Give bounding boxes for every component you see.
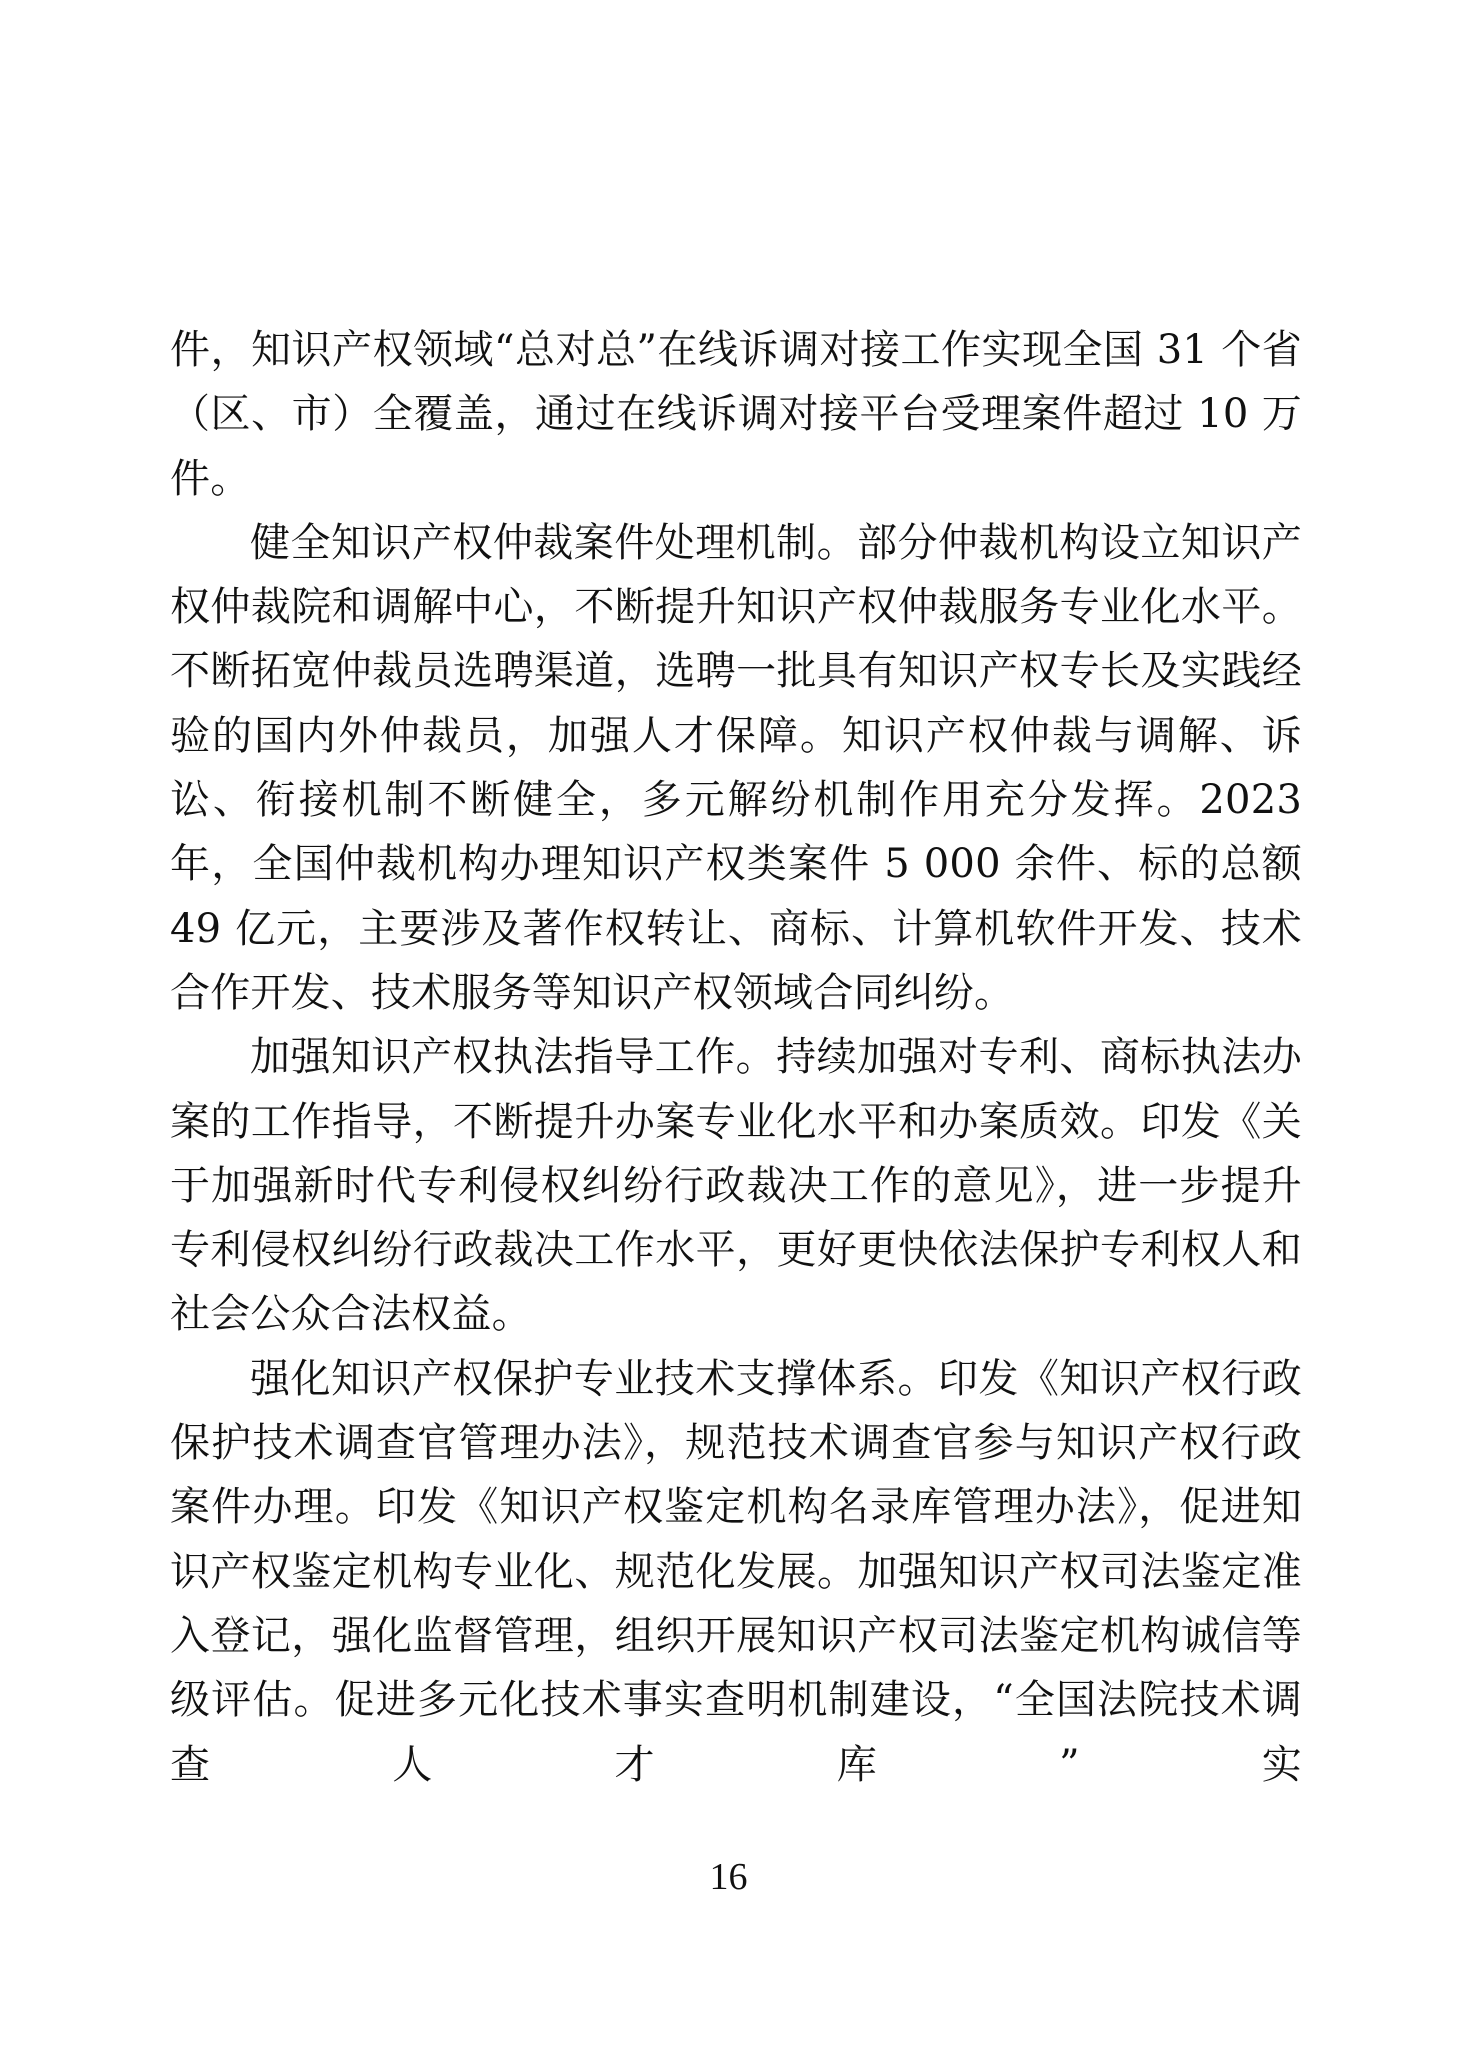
paragraph-enforcement-guidance: 加强知识产权执法指导工作。持续加强对专利、商标执法办案的工作指导，不断提升办案专业化水平和办案质效。印发《关于加强新时代专利侵权纠纷行政裁决工作的意见》，进一步提升专利侵权纠纷行政裁决工作水平，更好更快依法保护专利权人和社会公众合法权益。: [170, 1034, 1302, 1338]
paragraph-continuation: 件，知识产权领域“总对总”在线诉调对接工作实现全国 31 个省（区、市）全覆盖，通过在线诉调对接平台受理案件超过 10 万件。: [170, 327, 1302, 502]
body-text: [170, 318, 1302, 1797]
paragraph-arbitration: 健全知识产权仲裁案件处理机制。部分仲裁机构设立知识产权仲裁院和调解中心，不断提升知识产权仲裁服务专业化水平。不断拓宽仲裁员选聘渠道，选聘一批具有知识产权专长及实践经验的国内外仲裁员，加强人才保障。知识产权仲裁与调解、诉讼、衔接机制不断健全，多元解纷机制作用充分发挥。2023 年，全国仲裁机构办理知识产权类案件 5 000 余件、标的总额 49 亿元，主要涉及著作权转让、商标、计算机软件开发、技术合作开发、技术服务等知识产权领域合同纠纷。: [170, 519, 1302, 1016]
paragraph-technical-support: 强化知识产权保护专业技术支撑体系。印发《知识产权行政保护技术调查官管理办法》，规范技术调查官参与知识产权行政案件办理。印发《知识产权鉴定机构名录库管理办法》，促进知识产权鉴定机构专业化、规范化发展。加强知识产权司法鉴定准入登记，强化监督管理，组织开展知识产权司法鉴定机构诚信等级评估。促进多元化技术事实查明机制建设，“全国法院技术调查人才库”实: [170, 1355, 1302, 1788]
page-number: 16: [709, 1856, 748, 1898]
